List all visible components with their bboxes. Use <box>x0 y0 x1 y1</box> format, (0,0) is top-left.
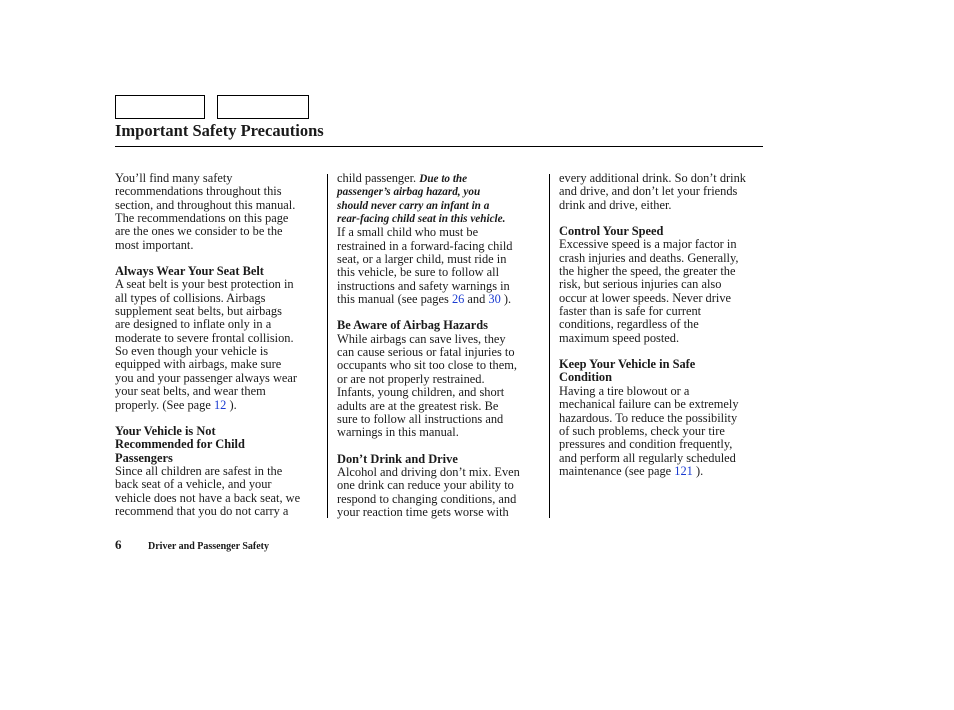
text-line <box>337 293 543 306</box>
child-heading <box>115 425 323 465</box>
child-warning: should never carry an infant in a <box>337 199 490 212</box>
ref-suffix: ). <box>226 397 237 412</box>
text-line: supplement seat belts, but airbags <box>115 304 282 319</box>
heading-line: Passengers <box>115 450 173 465</box>
text-line: are designed to inflate only in a <box>115 317 272 332</box>
text-line: you and your passenger always wear <box>115 370 298 385</box>
text-line: all types of collisions. Airbags <box>115 290 266 305</box>
text-line: recommendations throughout this <box>115 184 282 199</box>
heading-line: Condition <box>559 370 613 385</box>
text-line: or are not properly restrained. <box>337 371 485 386</box>
text-line: your reaction time gets worse with <box>337 504 509 519</box>
text-line: If a small child who must be <box>337 225 479 240</box>
child-warning: rear-facing child seat in this vehicle. <box>337 213 506 226</box>
text-line: respond to changing conditions, and <box>337 491 517 506</box>
column-2 <box>337 172 543 519</box>
text-line: every additional drink. So don’t drink <box>559 171 746 185</box>
column-divider <box>327 174 328 518</box>
ref-prefix: maintenance (see page <box>559 463 675 478</box>
ref-prefix: this manual (see pages <box>337 292 452 307</box>
text-line: vehicle does not have a back seat, we <box>115 490 301 505</box>
text-line: Infants, young children, and short <box>337 385 505 400</box>
page-number: 6 <box>115 537 122 552</box>
ref-suffix: ). <box>692 463 704 478</box>
ref-and: and <box>464 292 489 307</box>
page-link-12[interactable]: 12 <box>213 397 227 412</box>
text-line <box>337 172 543 186</box>
heading-line: Keep Your Vehicle in Safe <box>559 357 696 372</box>
condition-paragraph <box>559 385 765 478</box>
text-line: A seat belt is your best protection in <box>115 277 294 292</box>
child-cont-paragraph <box>337 226 543 306</box>
text-line: You’ll find many safety <box>115 171 233 185</box>
text-line: this vehicle, be sure to follow all <box>337 265 500 280</box>
text-line: can cause serious or fatal injuries to <box>337 345 515 360</box>
drink-heading: Don’t Drink and Drive <box>337 451 458 466</box>
text-line: are the ones we consider to be the <box>115 224 283 239</box>
text-line: Since all children are safest in the <box>115 463 283 478</box>
text-line: hazardous. To reduce the possibility <box>559 410 738 425</box>
text-line: faster than is safe for current <box>559 304 702 319</box>
child-warning: Due to the <box>419 173 468 185</box>
heading-line: Your Vehicle is Not <box>115 423 216 438</box>
text-line: Having a tire blowout or a <box>559 383 690 398</box>
text-line: drink and drive, either. <box>559 197 672 212</box>
text-line: your seat belts, and wear them <box>115 384 266 399</box>
ref-suffix: ). <box>500 292 512 307</box>
page-link-26[interactable]: 26 <box>451 292 465 307</box>
text-line <box>559 465 765 478</box>
text-line: back seat of a vehicle, and your <box>115 477 272 492</box>
text-line: occupants who sit too close to them, <box>337 358 517 373</box>
text-line: pressures and condition frequently, <box>559 437 733 452</box>
intro-paragraph <box>115 172 323 252</box>
text-line: Alcohol and driving don’t mix. Even <box>337 464 520 479</box>
ref-prefix: properly. (See page <box>115 397 211 412</box>
page-link-121[interactable]: 121 <box>674 463 693 478</box>
text-line: risk, but serious injuries can also <box>559 277 722 292</box>
text-line: conditions, regardless of the <box>559 317 699 332</box>
text-line: warnings in this manual. <box>337 425 459 440</box>
text-line: and perform all regularly scheduled <box>559 450 736 465</box>
text-line: While airbags can save lives, they <box>337 331 506 346</box>
title-divider <box>115 146 763 147</box>
text-line: of such problems, check your tire <box>559 423 725 438</box>
text-line <box>115 399 323 412</box>
child-paragraph <box>115 465 323 518</box>
text-line: sure to follow all instructions and <box>337 411 504 426</box>
text-line: Excessive speed is a major factor in <box>559 237 737 252</box>
nav-button-previous[interactable] <box>115 95 205 119</box>
page-link-30[interactable]: 30 <box>488 292 501 307</box>
text-line: adults are at the greatest risk. Be <box>337 398 499 413</box>
text-line: and drive, and don’t let your friends <box>559 184 738 199</box>
text-line: crash injuries and deaths. Generally, <box>559 250 739 265</box>
speed-heading: Control Your Speed <box>559 224 664 239</box>
child-cont-lead: child passenger. <box>337 171 420 185</box>
column-divider <box>549 174 550 518</box>
text-line: instructions and safety warnings in <box>337 278 510 293</box>
drink-cont-paragraph <box>559 172 765 212</box>
seatbelt-paragraph <box>115 278 323 411</box>
text-line: The recommendations on this page <box>115 211 289 226</box>
text-line: seat, or a larger child, must ride in <box>337 252 507 267</box>
child-warning: passenger’s airbag hazard, you <box>337 186 481 199</box>
text-line: the higher the speed, the greater the <box>559 264 736 279</box>
text-line: restrained in a forward-facing child <box>337 238 513 253</box>
text-line: So even though your vehicle is <box>115 344 269 359</box>
text-line: section, and throughout this manual. <box>115 197 296 212</box>
heading-line: Recommended for Child <box>115 437 245 452</box>
column-3 <box>559 172 765 478</box>
airbag-heading: Be Aware of Airbag Hazards <box>337 318 488 333</box>
drink-paragraph <box>337 466 543 519</box>
airbag-paragraph <box>337 333 543 440</box>
speed-paragraph <box>559 238 765 345</box>
text-line: equipped with airbags, make sure <box>115 357 282 372</box>
seatbelt-heading: Always Wear Your Seat Belt <box>115 264 264 279</box>
text-line: most important. <box>115 237 194 252</box>
text-line: mechanical failure can be extremely <box>559 397 739 412</box>
text-line: occur at lower speeds. Never drive <box>559 290 732 305</box>
nav-button-next[interactable] <box>217 95 309 119</box>
text-line: one drink can reduce your ability to <box>337 478 514 493</box>
condition-heading <box>559 358 765 385</box>
text-line: moderate to severe frontal collision. <box>115 330 294 345</box>
text-line: recommend that you do not carry a <box>115 503 289 518</box>
section-name: Driver and Passenger Safety <box>148 541 270 552</box>
column-1 <box>115 172 323 518</box>
text-line: maximum speed posted. <box>559 330 680 345</box>
page-title: Important Safety Precautions <box>115 121 324 140</box>
